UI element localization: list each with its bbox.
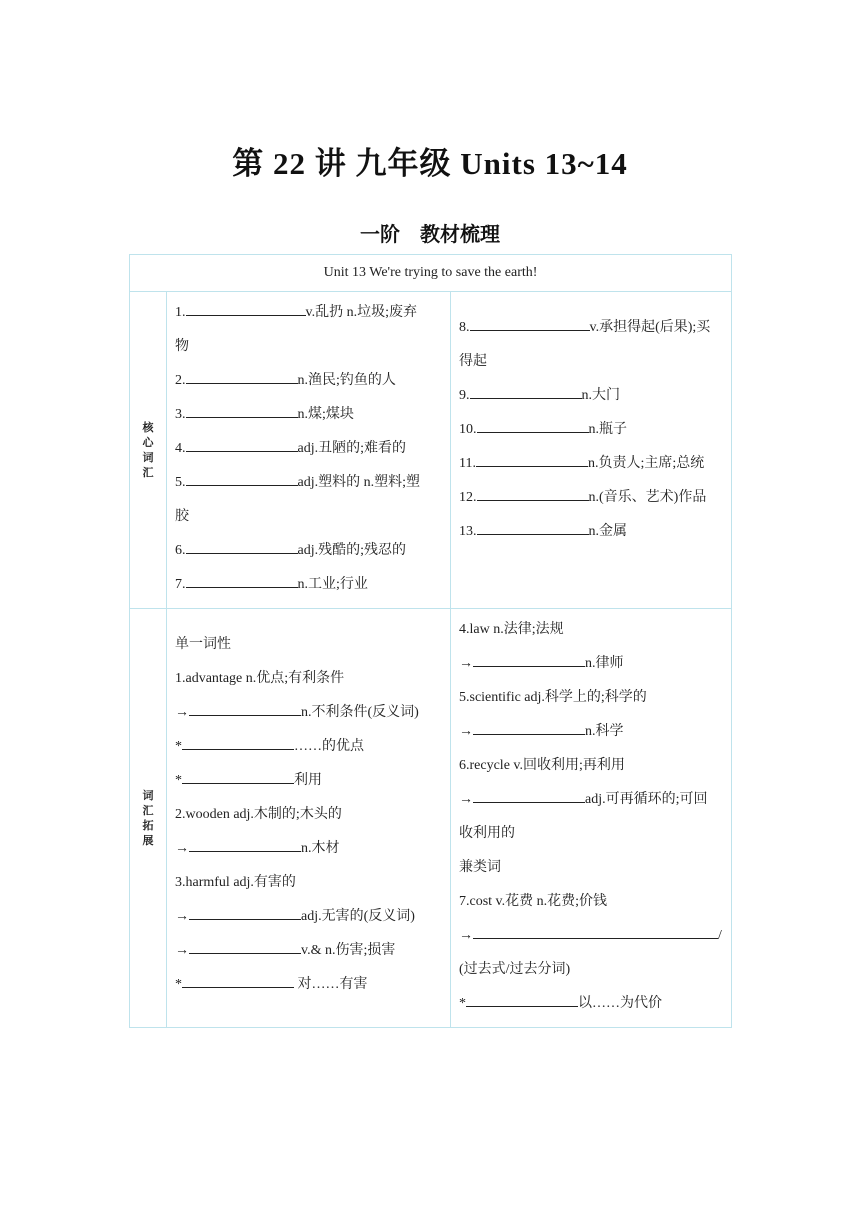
- list-item: 6. adj.残酷的;残忍的: [175, 534, 444, 568]
- list-item: → n.科学: [459, 715, 725, 749]
- answer-blank[interactable]: [186, 369, 298, 384]
- answer-blank[interactable]: [189, 905, 301, 920]
- list-item: → /: [459, 919, 725, 953]
- list-item: 2. n.渔民;钓鱼的人: [175, 364, 444, 398]
- answer-blank[interactable]: [466, 992, 578, 1007]
- answer-blank[interactable]: [470, 384, 582, 399]
- answer-blank[interactable]: [476, 452, 588, 467]
- list-item: 8. v.承担得起(后果);买: [459, 311, 725, 345]
- list-item: → v.& n.伤害;损害: [175, 934, 444, 968]
- list-item: (过去式/过去分词): [459, 962, 571, 977]
- section-subtitle: [0, 218, 860, 247]
- list-item: 7. n.工业;行业: [175, 568, 444, 602]
- list-item: * 以……为代价: [459, 987, 725, 1021]
- answer-blank[interactable]: [477, 520, 589, 535]
- list-item: * ……的优点: [175, 730, 444, 764]
- answer-blank[interactable]: [186, 539, 298, 554]
- list-item: 11. n.负责人;主席;总统: [459, 447, 725, 481]
- list-item: → n.不利条件(反义词): [175, 696, 444, 730]
- core-vocab-left: [167, 292, 451, 609]
- list-item: 13. n.金属: [459, 515, 725, 549]
- subtitle-part2: 教材梳理: [420, 224, 500, 246]
- answer-blank[interactable]: [477, 418, 589, 433]
- list-item: 3. n.煤;煤块: [175, 398, 444, 432]
- answer-blank[interactable]: [473, 720, 585, 735]
- vocab-table: [129, 254, 732, 1028]
- list-item: → n.律师: [459, 647, 725, 681]
- list-item: 4.law n.法律;法规: [459, 622, 564, 637]
- unit-header: Unit 13 We're trying to save the earth!: [130, 255, 732, 292]
- answer-blank[interactable]: [186, 573, 298, 588]
- list-item: 兼类词: [459, 860, 501, 875]
- list-item: 胶: [175, 509, 189, 524]
- list-item: 1.advantage n.优点;有利条件: [175, 671, 345, 686]
- list-item: 6.recycle v.回收利用;再利用: [459, 758, 625, 773]
- list-item: * 利用: [175, 764, 444, 798]
- list-item: → adj.可再循环的;可回: [459, 783, 725, 817]
- list-item: 5. adj.塑料的 n.塑料;塑: [175, 466, 444, 500]
- list-item: 7.cost v.花费 n.花费;价钱: [459, 894, 608, 909]
- list-item: 得起: [459, 354, 487, 369]
- core-vocab-right: [451, 292, 732, 609]
- list-item: * 对……有害: [175, 968, 444, 1002]
- answer-blank[interactable]: [477, 486, 589, 501]
- list-item: 1. v.乱扔 n.垃圾;废弃: [175, 296, 444, 330]
- core-vocab-label: 核 心 词 汇: [130, 292, 167, 609]
- answer-blank[interactable]: [182, 735, 294, 750]
- vocab-extension-label: 词 汇 拓 展: [130, 609, 167, 1028]
- subtitle-part1: 一阶: [360, 224, 400, 246]
- list-item: → n.木材: [175, 832, 444, 866]
- answer-blank[interactable]: [186, 301, 306, 316]
- answer-blank[interactable]: [470, 316, 590, 331]
- answer-blank[interactable]: [189, 701, 301, 716]
- list-item: 物: [175, 339, 189, 354]
- page-title: 第 22 讲 九年级 Units 13~14: [232, 146, 628, 181]
- vocab-extension-right: [451, 609, 732, 1028]
- list-item: 2.wooden adj.木制的;木头的: [175, 807, 342, 822]
- list-item: 12. n.(音乐、艺术)作品: [459, 481, 725, 515]
- answer-blank[interactable]: [186, 403, 298, 418]
- list-item: 10. n.瓶子: [459, 413, 725, 447]
- answer-blank[interactable]: [182, 973, 294, 988]
- answer-blank[interactable]: [473, 652, 585, 667]
- list-item: 收利用的: [459, 826, 515, 841]
- list-item: 9. n.大门: [459, 379, 725, 413]
- answer-blank[interactable]: [186, 437, 298, 452]
- answer-blank[interactable]: [473, 924, 718, 939]
- list-item: 单一词性: [175, 637, 231, 652]
- vocab-extension-left: [167, 609, 451, 1028]
- list-item: 4. adj.丑陋的;难看的: [175, 432, 444, 466]
- answer-blank[interactable]: [473, 788, 585, 803]
- list-item: 5.scientific adj.科学上的;科学的: [459, 690, 647, 705]
- list-item: → adj.无害的(反义词): [175, 900, 444, 934]
- answer-blank[interactable]: [189, 837, 301, 852]
- list-item: 3.harmful adj.有害的: [175, 875, 296, 890]
- answer-blank[interactable]: [186, 471, 298, 486]
- answer-blank[interactable]: [182, 769, 294, 784]
- answer-blank[interactable]: [189, 939, 301, 954]
